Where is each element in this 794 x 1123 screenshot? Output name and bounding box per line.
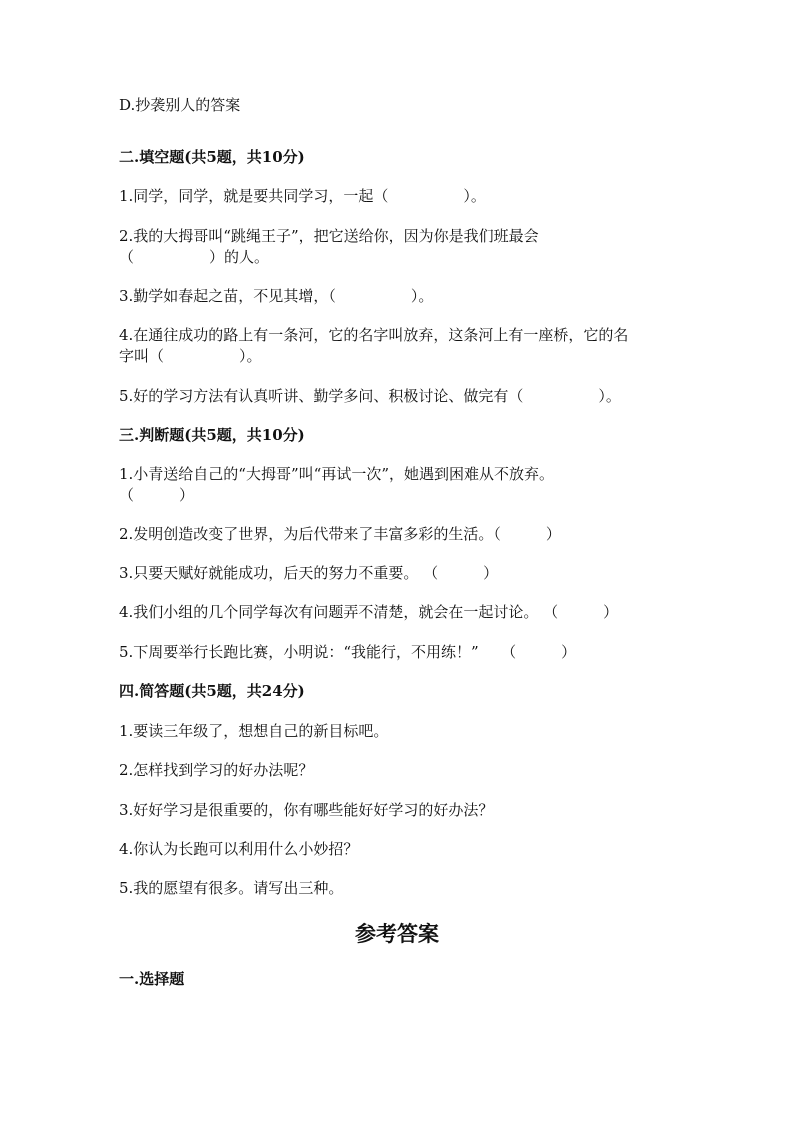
option-d: D.抄袭别人的答案 [119, 96, 241, 114]
fill-question-2-line1: 2.我的大拇哥叫“跳绳王子”，把它送给你，因为你是我们班最会 [119, 227, 539, 245]
short-question-2: 2.怎样找到学习的好办法呢？ [119, 761, 314, 779]
section3-heading: 三.判断题(共5题，共10分) [119, 426, 305, 444]
section4-heading: 四.简答题(共5题，共24分) [119, 682, 305, 700]
short-question-3: 3.好好学习是很重要的，你有哪些能好好学习的好办法？ [119, 801, 494, 819]
judge-question-5: 5.下周要举行长跑比赛，小明说：“我能行，不用练！” （ ） [119, 643, 577, 661]
section2-heading: 二.填空题(共5题，共10分) [119, 148, 305, 166]
short-question-4: 4.你认为长跑可以利用什么小妙招？ [119, 840, 359, 858]
fill-question-1: 1.同学，同学，就是要共同学习，一起（ ）。 [119, 187, 486, 205]
answers-title: 参考答案 [355, 921, 439, 946]
fill-question-5: 5.好的学习方法有认真听讲、勤学多问、积极讨论、做完有（ ）。 [119, 387, 621, 405]
fill-question-3: 3.勤学如春起之苗，不见其增，（ ）。 [119, 287, 434, 305]
short-question-5: 5.我的愿望有很多。请写出三种。 [119, 879, 344, 897]
fill-question-4-line2: 字叫（ ）。 [119, 347, 262, 365]
short-question-1: 1.要读三年级了，想想自己的新目标吧。 [119, 722, 389, 740]
judge-question-1-line2: （ ） [119, 486, 195, 504]
fill-question-2-line2: （ ）的人。 [119, 248, 270, 266]
judge-question-4: 4.我们小组的几个同学每次有问题弄不清楚，就会在一起讨论。 （ ） [119, 603, 619, 621]
answers-section1-heading: 一.选择题 [119, 970, 185, 988]
judge-question-3: 3.只要天赋好就能成功，后天的努力不重要。 （ ） [119, 564, 499, 582]
judge-question-2: 2.发明创造改变了世界，为后代带来了丰富多彩的生活。（ ） [119, 525, 561, 543]
judge-question-1-line1: 1.小青送给自己的“大拇哥”叫“再试一次”，她遇到困难从不放弃。 [119, 465, 554, 483]
fill-question-4-line1: 4.在通往成功的路上有一条河，它的名字叫放弃，这条河上有一座桥，它的名 [119, 326, 629, 344]
